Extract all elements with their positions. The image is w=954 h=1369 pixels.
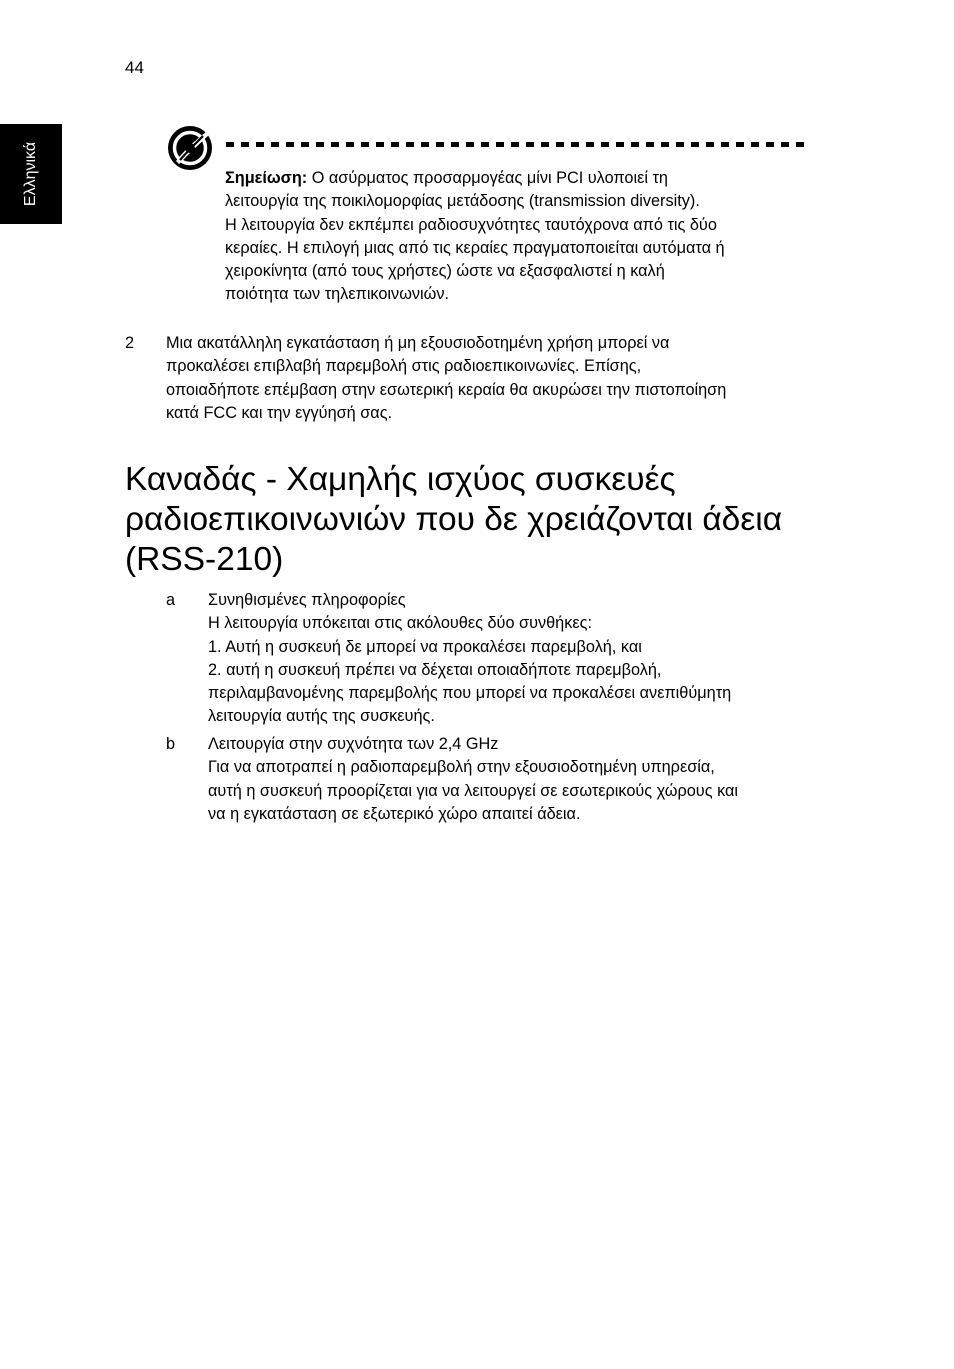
sublist-line: 2. αυτή η συσκευή πρέπει να δέχεται οποιαδήποτε παρεμβολή, [208, 660, 662, 679]
sublist-line: να η εγκατάσταση σε εξωτερικό χώρο απαιτεί άδεια. [208, 804, 581, 823]
sublist-line: Λειτουργία στην συχνότητα των 2,4 GHz [208, 735, 499, 753]
heading-line: (RSS-210) [125, 541, 284, 578]
language-tab-label: Ελληνικά [22, 141, 39, 207]
item-number: 2 [125, 334, 135, 352]
note-first-line [225, 167, 815, 190]
note-line: Η λειτουργία δεν εκπέμπει ραδιοσυχνότητες ταυτόχρονα από τις δύο [225, 215, 717, 234]
note-line: ποιότητα των τηλεπικοινωνιών. [225, 285, 450, 304]
sublist-body [208, 733, 816, 826]
sublist-marker: b [166, 735, 176, 753]
note-divider [226, 142, 810, 147]
sublist-line: 1. Αυτή η συσκευή δε μπορεί να προκαλέσει παρεμβολή, και [208, 637, 642, 656]
acer-note-icon [166, 124, 214, 172]
language-tab [0, 124, 62, 224]
note-label: Σημείωση: [225, 169, 308, 187]
page-number: 44 [125, 58, 144, 77]
sublist-line: αυτή η συσκευή προορίζεται για να λειτουργεί σε εσωτερικούς χώρους και [208, 781, 739, 800]
heading-line: Καναδάς - Χαμηλής ισχύος συσκευές [125, 461, 676, 498]
item-line: Μια ακατάλληλη εγκατάσταση ή μη εξουσιοδοτημένη χρήση μπορεί να [166, 334, 670, 352]
item-line: κατά FCC και την εγγύησή σας. [166, 403, 393, 422]
sublist-body [208, 589, 816, 729]
sublist-line: Συνηθισμένες πληροφορίες [208, 591, 406, 609]
note-line: κεραίες. Η επιλογή μιας από τις κεραίες πραγματοποιείται αυτόματα ή [225, 238, 725, 257]
sublist-marker: a [166, 591, 176, 609]
note-line: χειροκίνητα (από τους χρήστες) ώστε να εξασφαλιστεί η καλή [225, 262, 665, 281]
note-line: λειτουργία της ποικιλομορφίας μετάδοσης (transmission diversity). [225, 192, 700, 211]
heading-line: ραδιοεπικοινωνιών που δε χρειάζονται άδεια [125, 501, 783, 538]
sublist-line: περιλαμβανομένης παρεμβολής που μπορεί να προκαλέσει ανεπιθύμητη [208, 684, 732, 703]
item-line: προκαλέσει επιβλαβή παρεμβολή στις ραδιοεπικοινωνίες. Επίσης, [166, 357, 642, 376]
sublist-line: Η λειτουργία υπόκειται στις ακόλουθες δύο συνθήκες: [208, 614, 592, 633]
note-text [225, 167, 815, 307]
item-text [166, 332, 814, 425]
section-heading [125, 460, 825, 580]
item-line: οποιαδήποτε επέμβαση στην εσωτερική κεραία θα ακυρώσει την πιστοποίηση [166, 380, 727, 399]
sublist-line: λειτουργία αυτής της συσκευής. [208, 707, 435, 726]
note-first-line-text: Ο ασύρματος προσαρμογέας μίνι PCI υλοποιεί τη [307, 169, 668, 187]
sublist-line: Για να αποτραπεί η ραδιοπαρεμβολή στην εξουσιοδοτημένη υπηρεσία, [208, 758, 715, 777]
